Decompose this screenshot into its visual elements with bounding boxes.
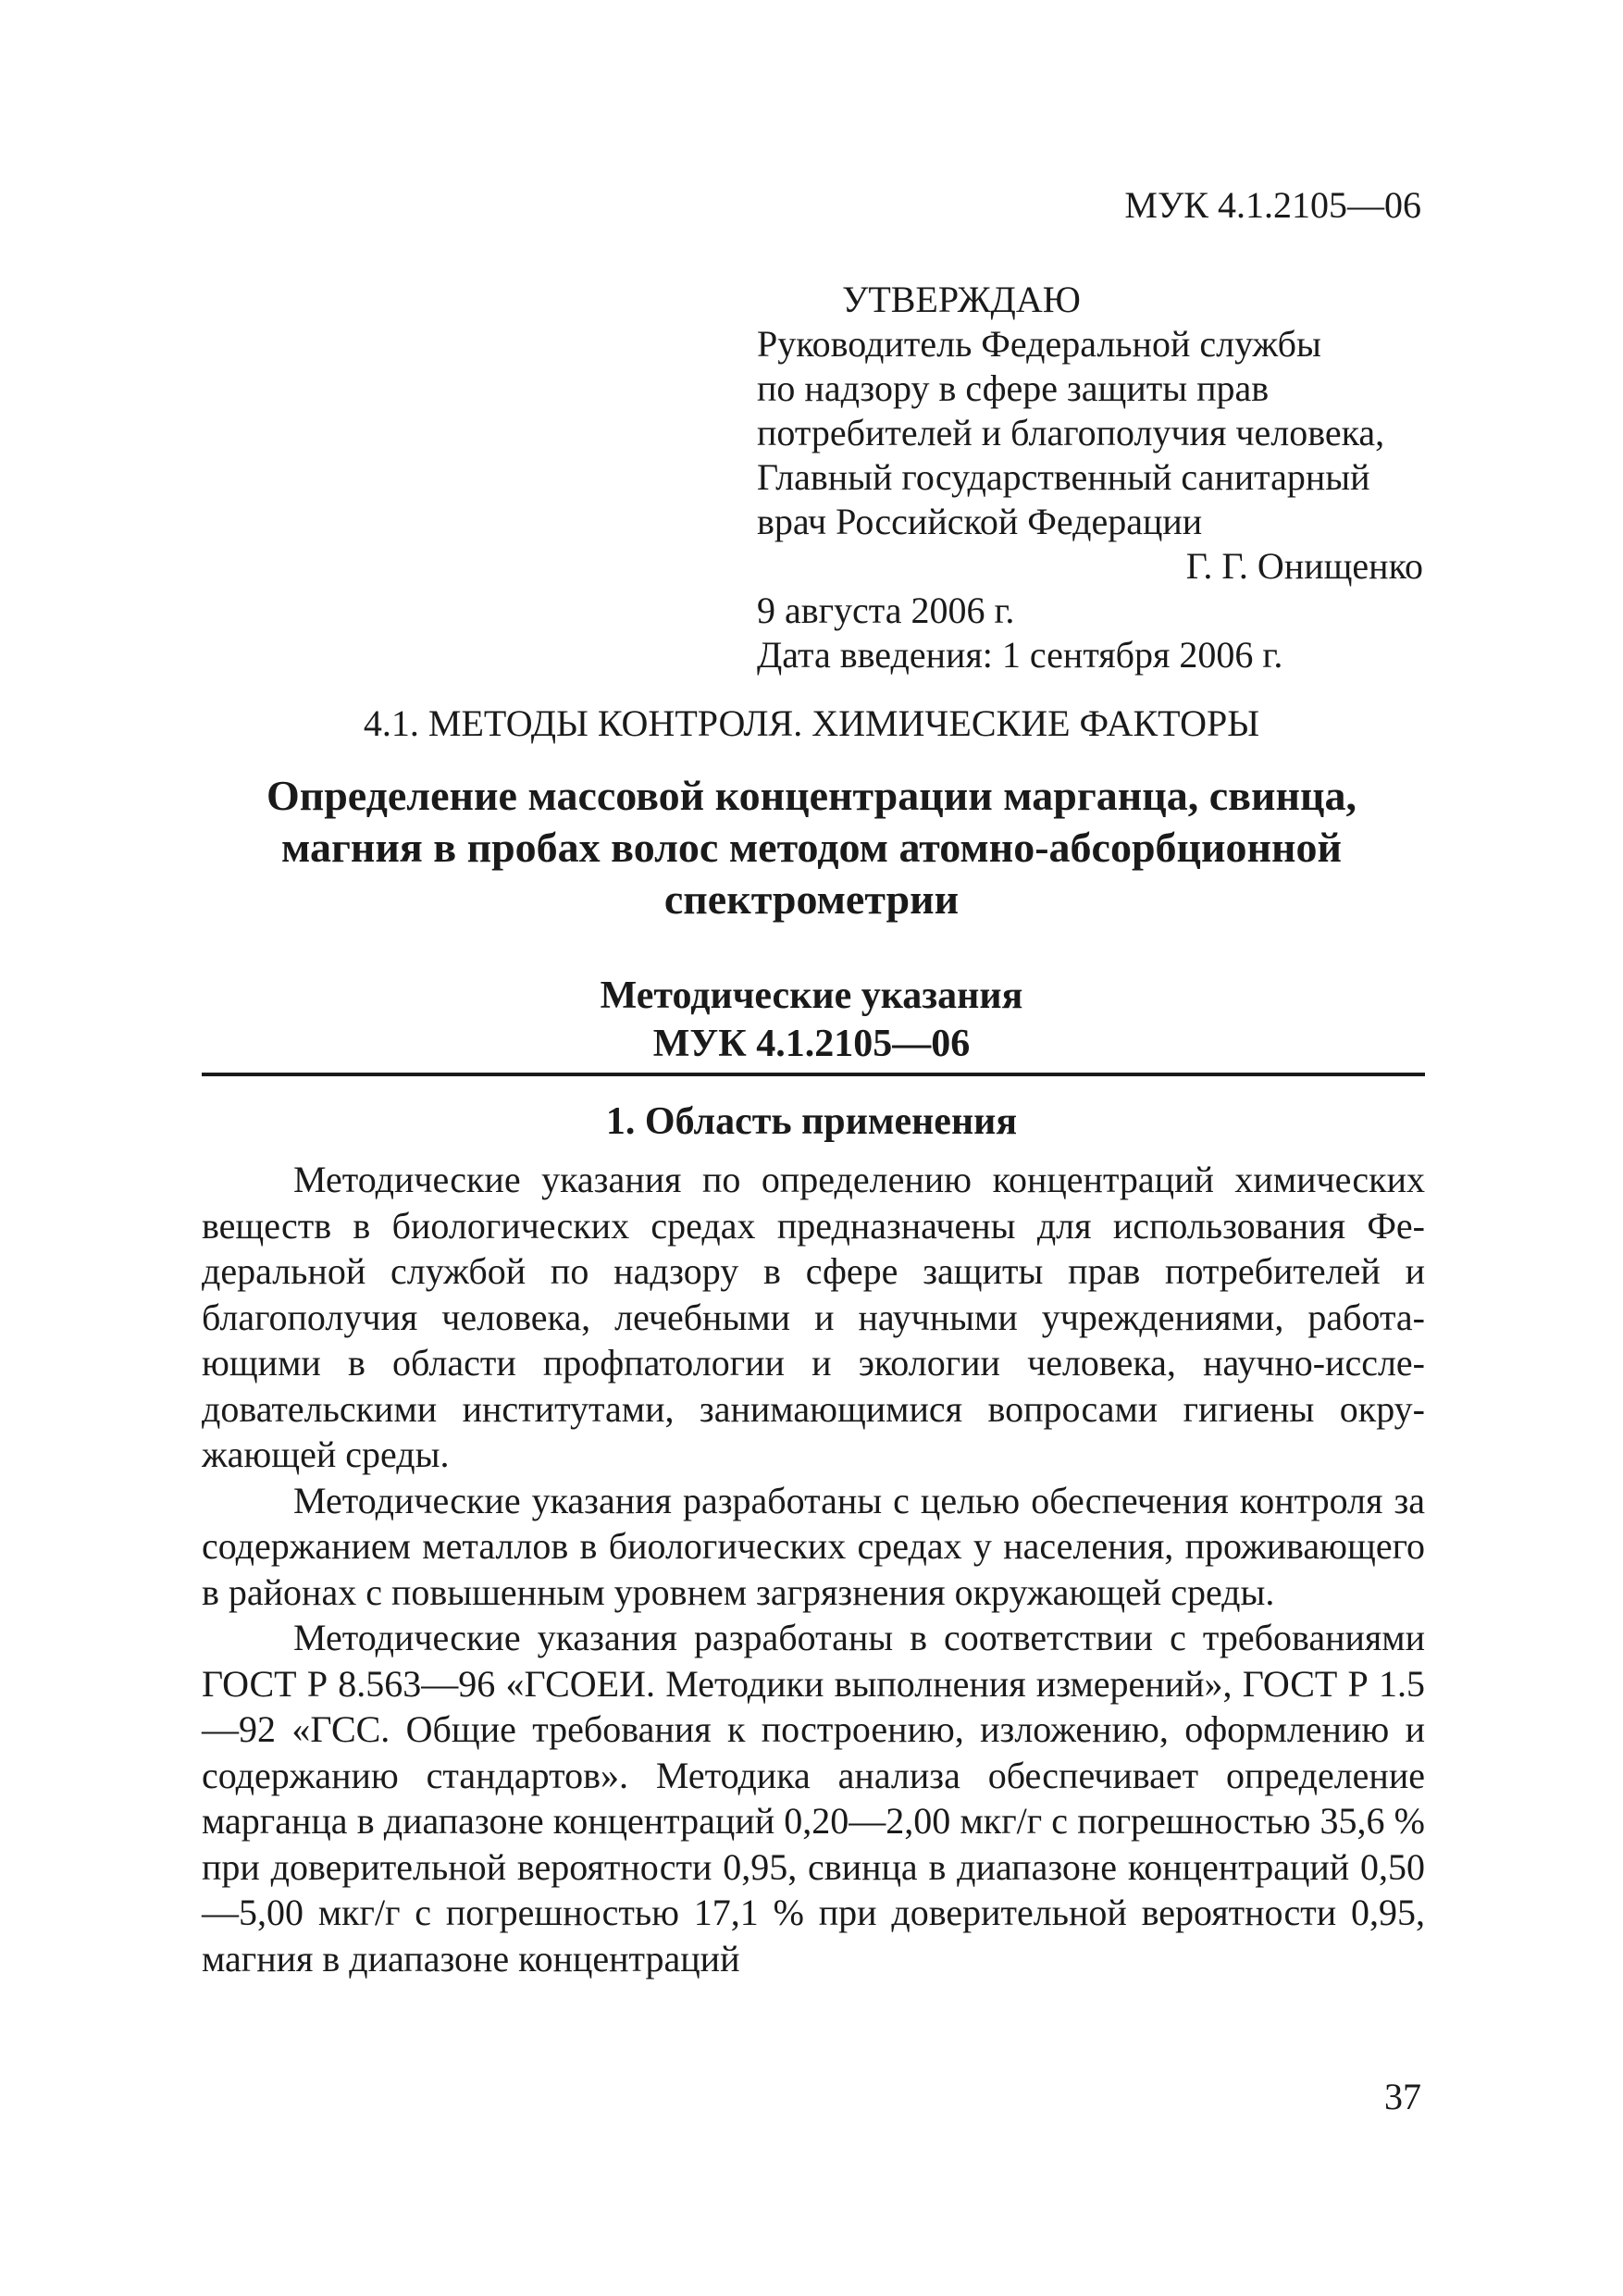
document-title-line-1: Определение массовой концентрации марганца, свинца, [266,772,1357,819]
document-title-line-3: спектрометрии [663,875,960,923]
scope-paragraph-2: Методические указания разработаны с целью обеспечения контроля за содержанием металлов в биологических средах у населения, проживающего в районах с повышенным уровнем загрязнения окружающей среды. [202,1479,1425,1613]
subtitle-line-2: МУК 4.1.2105—06 [652,1023,971,1065]
approver-title-line-5: врач Российской Федерации [757,501,1203,542]
approval-block [757,278,1423,677]
scope-body [202,1157,1425,1981]
approval-date: 9 августа 2006 г. [757,590,1015,631]
document-code: МУК 4.1.2105—06 [1124,184,1421,226]
approval-word: УТВЕРЖДАЮ [842,279,1081,320]
section-heading: 4.1. МЕТОДЫ КОНТРОЛЯ. ХИМИЧЕСКИЕ ФАКТОРЫ [363,702,1260,744]
scope-paragraph-1: Методические указания по определению концентраций химических веществ в биологических средах предназначены для использования Федеральной службой по надзору в сфере защиты прав потребителей и благополучия человека, лечебными и научными учреждениями, работающими в области профпатологии и экологии человека, научно-исследовательскими институтами, занимающимися вопросами гигиены окружающей среды. [202,1159,1425,1475]
page-number: 37 [1384,2076,1421,2117]
approver-title-line-2: по надзору в сфере защиты прав [757,367,1270,409]
document-title-line-2: магния в пробах волос методом атомно-абсорбционной [280,824,1343,871]
approver-title-line-3: потребителей и благополучия человека, [757,412,1385,453]
document-subtitle [0,972,1623,1068]
document-title [0,770,1623,925]
approver-title-line-4: Главный государственный санитарный [757,456,1370,498]
scope-paragraph-3: Методические указания разработаны в соответствии с требованиями ГОСТ Р 8.563—96 «ГСОЕИ. Методики выполнения измерений», ГОСТ Р 1.5—92 «ГСС. Общие требования к построению, изложению, оформлению и содержанию стандартов». Методика анализа обеспечивает определение марганца в диапазоне концентраций 0,20—2,00 мкг/г с погрешностью 35,6 % при доверительной вероятности 0,95, свинца в диапазоне концентраций 0,50—5,00 мкг/г с погрешностью 17,1 % при доверительной вероятности 0,95, магния в диапазоне концентраций [202,1617,1425,1980]
approver-title-line-1: Руководитель Федеральной службы [757,323,1321,365]
horizontal-rule [202,1073,1425,1076]
subtitle-line-1: Методические указания [600,974,1023,1017]
scope-heading: 1. Область применения [605,1100,1018,1143]
effective-date: Дата введения: 1 сентября 2006 г. [757,634,1283,676]
approver-name: Г. Г. Онищенко [1185,545,1423,587]
